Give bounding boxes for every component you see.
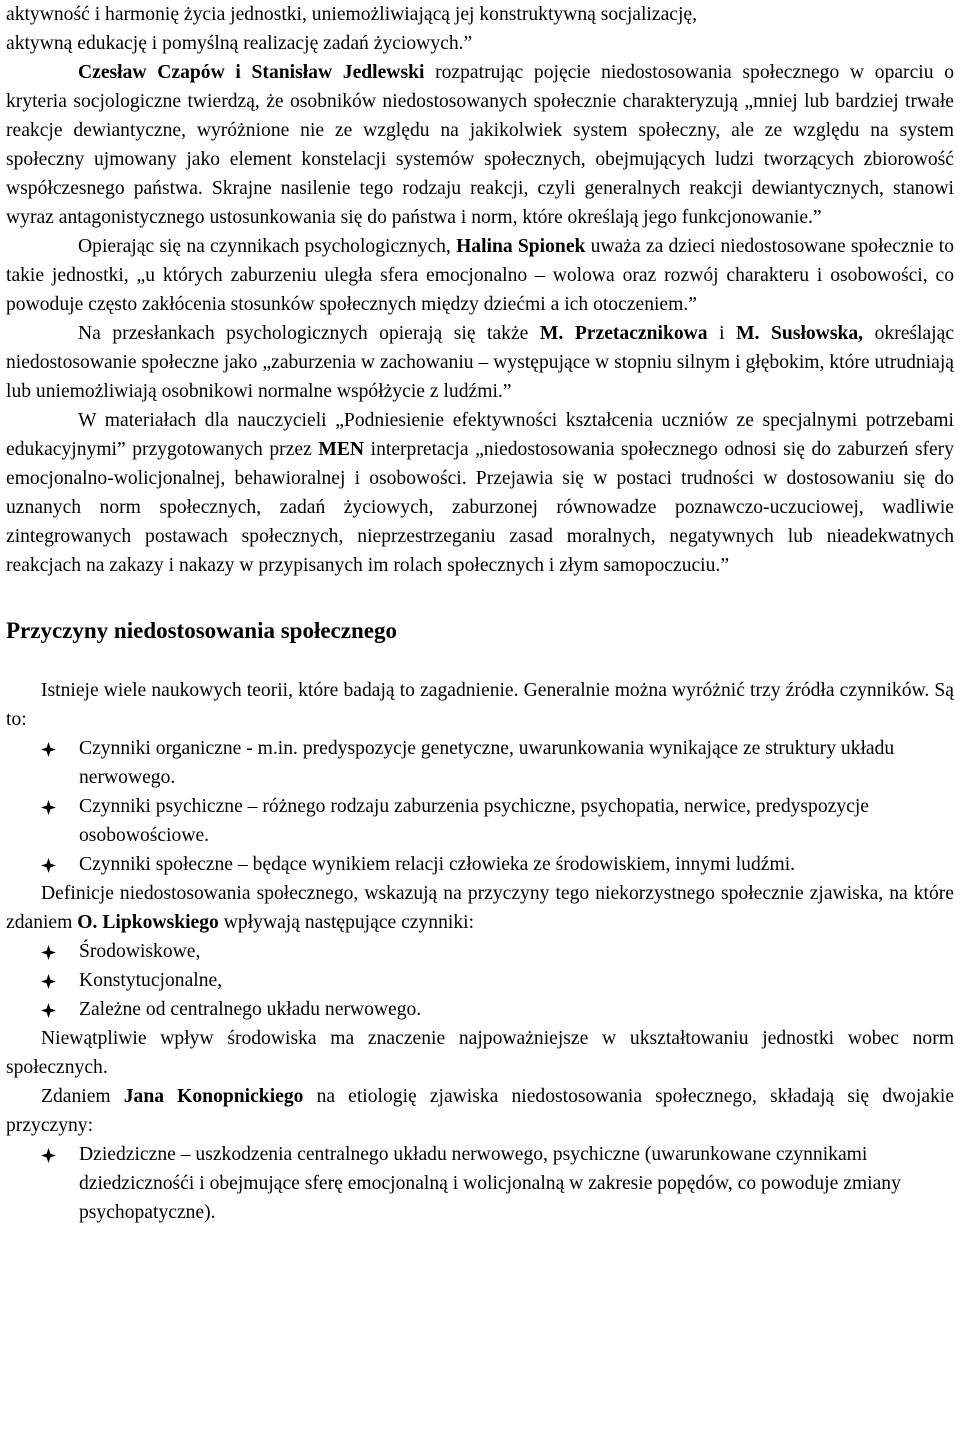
diamond-bullet-icon [41,1148,56,1163]
paragraph-men [6,406,954,580]
diamond-bullet-icon [41,858,56,873]
author-name: Czesław Czapów i Stanisław Jedlewski [78,62,425,83]
list-item [6,937,954,966]
list-item-text: Konstytucjonalne, [79,970,223,991]
factor-list [6,937,954,1024]
cause-list [6,1140,954,1227]
list-item-text: Czynniki społeczne – będące wynikiem relacji człowieka ze środowiskiem, innymi ludźmi. [79,854,796,875]
paragraph-line: aktywną edukację i pomyślną realizację zadań życiowych.” [6,33,473,54]
paragraph-text: Opierając się na czynnikach psychologicznych, [78,236,451,257]
paragraph-text: Na przesłankach psychologicznych opierają się także [78,323,529,344]
list-item-text: Czynniki psychiczne – różnego rodzaju zaburzenia psychiczne, psychopatia, nerwice, predyspozycje osobowościowe. [79,796,869,846]
paragraph-environment: Niewątpliwie wpływ środowiska ma znaczenie najpoważniejsze w ukształtowaniu jednostki wobec norm społecznych. [6,1028,954,1078]
diamond-bullet-icon [41,945,56,960]
paragraph-line: aktywność i harmonię życia jednostki, uniemożliwiającą jej konstruktywną socjalizację, [6,4,697,25]
factor-list [6,734,954,879]
paragraph-text: wpływają następujące czynniki: [223,912,475,933]
paragraph-continued [6,0,954,58]
paragraph-text: interpretacja „niedostosowania społecznego odnosi się do zaburzeń sfery emocjonalno-wolicjonalnej, behawioralnej i osobowości. Przejawia się w postaci trudności w dostosowaniu się do uznanych norm społecznych, zadań życiowych, zaburzonej równowadze poznawczo-uczuciowej, wadliwie zintegrowanych postawach społecznych, nieprzestrzeganiu zasad moralnych, negatywnych lub nieadekwatnych reakcjach na zakazy i nakazy w przypisanych im rolach społecznych i złym samopoczuciu.” [6,439,955,576]
paragraph-text: uważa za dzieci niedostosowane społecznie to takie jednostki, „u których zaburzeniu uległa sfera emocjonalno – wolowa oraz rozwój charakteru i osobowości, co powoduje często zakłócenia stosunków społecznych między dziećmi a ich otoczeniem.” [6,236,954,315]
list-item [6,1140,954,1227]
author-name: MEN [318,439,365,460]
section-heading: Przyczyny niedostosowania społecznego [6,618,397,643]
list-item [6,792,954,850]
diamond-bullet-icon [41,800,56,815]
list-item-text: Środowiskowe, [79,941,201,962]
paragraph-czapow [6,58,954,232]
diamond-bullet-icon [41,1003,56,1018]
diamond-bullet-icon [41,974,56,989]
diamond-bullet-icon [41,742,56,757]
paragraph-text: i [719,323,725,344]
list-item [6,734,954,792]
list-item-text: Dziedziczne – uszkodzenia centralnego układu nerwowego, psychiczne (uwarunkowane czynnikami dziedzicznośći i obejmujące sferę emocjonalną i wolicjonalną w zakresie popędów, co powoduje zmiany psychopatyczne). [79,1144,901,1223]
paragraph-lipkowski [6,879,954,937]
list-item-text: Czynniki organiczne - m.in. predyspozycje genetyczne, uwarunkowania wynikające ze struktury układu nerwowego. [79,738,895,788]
paragraph-spionek [6,232,954,319]
paragraph-text: W materiałach dla nauczycieli „Podniesienie efektywności kształcenia uczniów ze specjalnymi potrzebami edukacyjnymi” przygotowanych przez [6,410,954,460]
paragraph-intro: Istnieje wiele naukowych teorii, które badają to zagadnienie. Generalnie można wyróżnić trzy źródła czynników. Są to: [6,680,954,730]
paragraph-text: na etiologię zjawiska niedostosowania społecznego, składają się dwojakie przyczyny: [6,1086,955,1136]
author-name: O. Lipkowskiego [77,912,219,933]
list-item-text: Zależne od centralnego układu nerwowego. [79,999,422,1020]
author-name: M. Przetacznikowa [539,323,708,344]
list-item [6,850,954,879]
paragraph-text: określając niedostosowanie społeczne jako „zaburzenia w zachowaniu – występujące w stopniu silnym i głębokim, które utrudniają lub uniemożliwiają osobnikowi normalne współżycie z ludźmi.” [6,323,955,402]
author-name: Halina Spionek [456,236,586,257]
author-name: Jana Konopnickiego [123,1086,304,1107]
paragraph-przetacznikowa [6,319,954,406]
list-item [6,995,954,1024]
paragraph-text: Definicje niedostosowania społecznego, wskazują na przyczyny tego niekorzystnego społecznie zjawiska, na które zdaniem [6,883,954,933]
paragraph-konopnicki [6,1082,954,1140]
paragraph-text: Zdaniem [41,1086,111,1107]
paragraph-text: rozpatrując pojęcie niedostosowania społecznego w oparciu o kryteria socjologiczne twierdzą, że osobników niedostosowanych społecznie charakteryzują „mniej lub bardziej trwałe reakcje dewiantyczne, wyróżnione nie ze względu na jakikolwiek system społeczny, ale ze względu na system społeczny ujmowany jako element konstelacji systemów społecznych, obejmujących ludzi tworzących zbiorowość współczesnego państwa. Skrajne nasilenie tego rodzaju reakcji, czyli generalnych reakcji dewiantycznych, stanowi wyraz antagonistycznego ustosunkowania się do państwa i norm, które określają jego funkcjonowanie.” [6,62,954,228]
author-name: M. Susłowska, [736,323,864,344]
list-item [6,966,954,995]
